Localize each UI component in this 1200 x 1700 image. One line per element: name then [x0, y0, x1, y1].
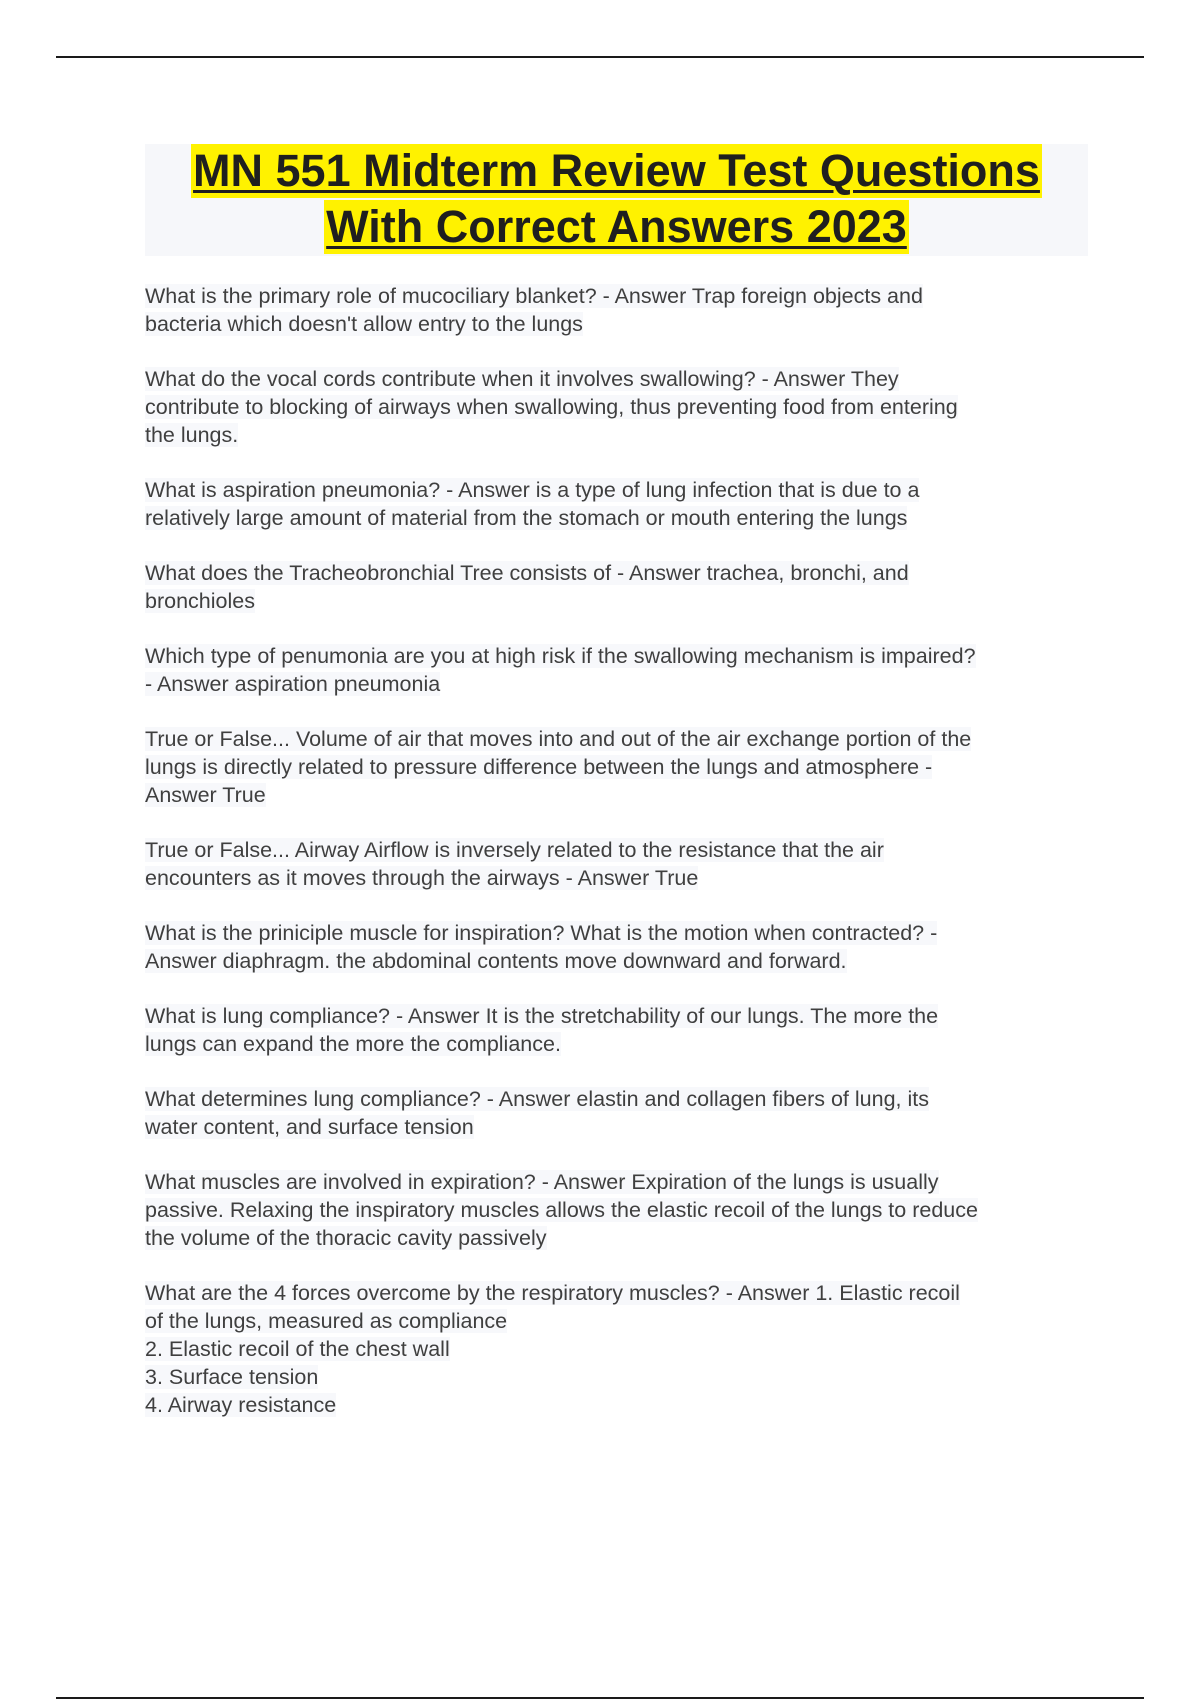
title-line-2: With Correct Answers 2023 — [326, 201, 907, 252]
qa-line — [145, 642, 1090, 670]
qa-item — [145, 282, 1090, 338]
qa-line — [145, 1224, 1090, 1252]
qa-line — [145, 476, 1090, 504]
qa-line-text: What do the vocal cords contribute when it involves swallowing? - Answer They — [145, 367, 899, 391]
qa-line-text: What muscles are involved in expiration? - Answer Expiration of the lungs is usually — [145, 1170, 939, 1194]
qa-line-text: 2. Elastic recoil of the chest wall — [145, 1337, 450, 1361]
qa-line — [145, 1168, 1090, 1196]
qa-line — [145, 753, 1090, 781]
qa-line — [145, 670, 1090, 698]
qa-line — [145, 1307, 1090, 1335]
qa-line — [145, 1279, 1090, 1307]
qa-line-text: What are the 4 forces overcome by the respiratory muscles? - Answer 1. Elastic recoil — [145, 1281, 960, 1305]
qa-line — [145, 559, 1090, 587]
question-answer-list — [145, 282, 1090, 1446]
qa-line — [145, 504, 1090, 532]
qa-line-text: What is aspiration pneumonia? - Answer is a type of lung infection that is due to a — [145, 478, 920, 502]
qa-line — [145, 1363, 1090, 1391]
header-rule — [56, 56, 1144, 58]
document-title — [145, 144, 1088, 256]
qa-line — [145, 310, 1090, 338]
qa-line-text: Answer diaphragm. the abdominal contents move downward and forward. — [145, 949, 847, 973]
qa-line-text: Answer True — [145, 783, 266, 807]
qa-line — [145, 947, 1090, 975]
qa-line-text: Which type of penumonia are you at high risk if the swallowing mechanism is impaired? — [145, 644, 976, 668]
qa-line — [145, 421, 1090, 449]
qa-line-text: bacteria which doesn't allow entry to the lungs — [145, 312, 583, 336]
qa-line — [145, 393, 1090, 421]
qa-line-text: 3. Surface tension — [145, 1365, 319, 1389]
qa-line-text: What does the Tracheobronchial Tree consists of - Answer trachea, bronchi, and — [145, 561, 909, 585]
qa-item — [145, 365, 1090, 449]
qa-line-text: passive. Relaxing the inspiratory muscles allows the elastic recoil of the lungs to reduce — [145, 1198, 978, 1222]
qa-line — [145, 282, 1090, 310]
qa-line-text: contribute to blocking of airways when swallowing, thus preventing food from entering — [145, 395, 958, 419]
qa-line — [145, 1030, 1090, 1058]
qa-line-text: the volume of the thoracic cavity passively — [145, 1226, 547, 1250]
footer-rule — [56, 1697, 1144, 1699]
qa-item — [145, 1168, 1090, 1252]
qa-line — [145, 1113, 1090, 1141]
qa-item — [145, 725, 1090, 809]
qa-item — [145, 1085, 1090, 1141]
qa-line-text: relatively large amount of material from the stomach or mouth entering the lungs — [145, 506, 908, 530]
qa-line — [145, 836, 1090, 864]
qa-line-text: lungs can expand the more the compliance. — [145, 1032, 561, 1056]
qa-line — [145, 781, 1090, 809]
qa-line — [145, 1196, 1090, 1224]
qa-line-text: What determines lung compliance? - Answer elastin and collagen fibers of lung, its — [145, 1087, 929, 1111]
qa-line — [145, 1335, 1090, 1363]
qa-line-text: 4. Airway resistance — [145, 1393, 337, 1417]
qa-line-text: bronchioles — [145, 589, 255, 613]
qa-line — [145, 1085, 1090, 1113]
qa-line-text: encounters as it moves through the airways - Answer True — [145, 866, 699, 890]
qa-line-text: What is lung compliance? - Answer It is the stretchability of our lungs. The more the — [145, 1004, 939, 1028]
qa-line-text: the lungs. — [145, 423, 239, 447]
qa-line — [145, 919, 1090, 947]
qa-item — [145, 559, 1090, 615]
qa-line-text: True or False... Volume of air that moves into and out of the air exchange portion of the — [145, 727, 972, 751]
qa-line — [145, 1391, 1090, 1419]
qa-line — [145, 725, 1090, 753]
qa-line-text: What is the priniciple muscle for inspiration? What is the motion when contracted? - — [145, 921, 938, 945]
qa-line-text: What is the primary role of mucociliary blanket? - Answer Trap foreign objects and — [145, 284, 923, 308]
qa-item — [145, 1002, 1090, 1058]
qa-item — [145, 1279, 1090, 1419]
qa-item — [145, 476, 1090, 532]
title-line-1: MN 551 Midterm Review Test Questions — [193, 145, 1040, 196]
qa-line-text: of the lungs, measured as compliance — [145, 1309, 508, 1333]
qa-line — [145, 365, 1090, 393]
qa-line-text: True or False... Airway Airflow is inversely related to the resistance that the air — [145, 838, 884, 862]
qa-line-text: water content, and surface tension — [145, 1115, 474, 1139]
qa-item — [145, 919, 1090, 975]
qa-line-text: - Answer aspiration pneumonia — [145, 672, 441, 696]
qa-line — [145, 1002, 1090, 1030]
qa-line — [145, 864, 1090, 892]
qa-item — [145, 642, 1090, 698]
qa-line — [145, 587, 1090, 615]
qa-line-text: lungs is directly related to pressure difference between the lungs and atmosphere - — [145, 755, 933, 779]
qa-item — [145, 836, 1090, 892]
